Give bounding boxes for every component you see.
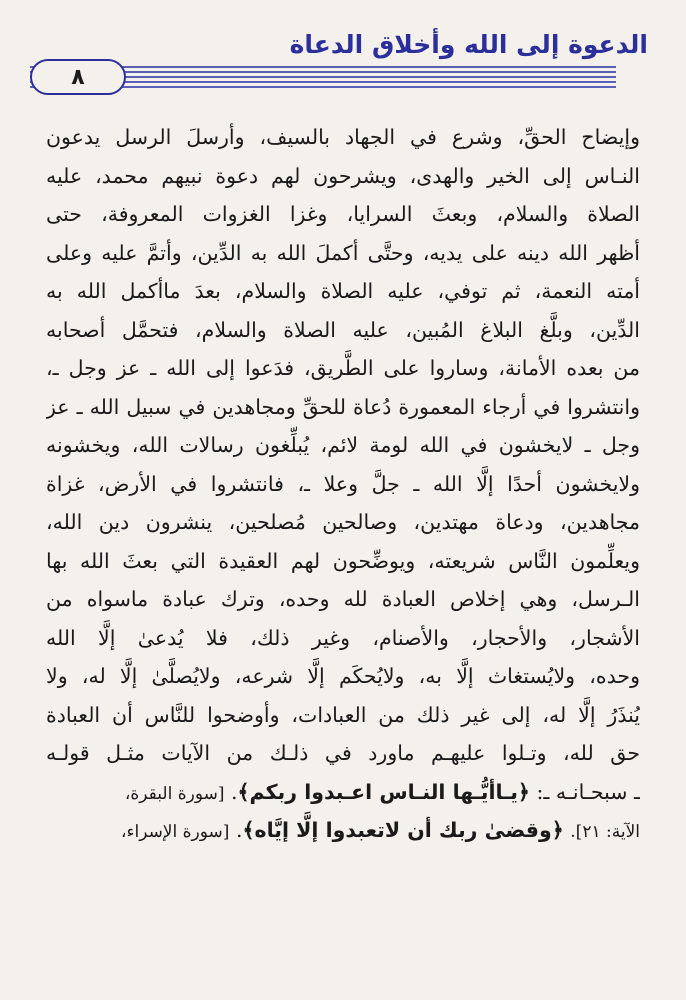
header-title: الدعوة إلى الله وأخلاق الدعاة [289,30,648,59]
text-line: يُنذَرُ إلَّا له، إلى غير ذلك من العبادات، وأوضحوا للنَّاس أن العبادة [46,702,640,727]
text-line: وإيضاح الحقِّ، وشرع في الجهاد بالسيف، وأرسلَ الرسل يدعون [46,125,640,149]
surah-reference: [سورة الإسراء، [120,822,230,842]
quran-verse: ﴿وقضىٰ ربك أن لاتعبدوا إلَّا إيَّاه﴾ [242,818,564,842]
text-line: أظهر الله دينه على يديه، وحتَّى أكملَ الله به الدِّين، وأتمَّ عليه وعلى [46,240,640,265]
text-line: أمته النعمة، ثم توفي، عليه الصلاة والسلام، بعدَ ماأكمل الله به [46,279,640,303]
surah-reference: [سورة البقرة، [124,783,225,804]
text-line: النـاس إلى الخير والهدى، ويشرحون لهم دعوة نبيهم محمد، عليه [46,163,640,188]
page-header [0,0,686,110]
text-line: الأشجار، والأحجار، والأصنام، وغير ذلك، فلا يُدعىٰ إلَّا الله [46,625,640,650]
quran-verse: ﴿يـاأيُّـها النـاس اعـبدوا ربكم﴾ [237,779,530,804]
page-number: ٨ [71,64,85,90]
verse-reference: الآية: ٢١]. [570,822,640,842]
text-line: ولايخشون أحدًا إلَّا الله ـ جلَّ وعلا ـ، فانتشروا في الأرض، غزاة [46,471,640,496]
text-line: ويعلِّمون النَّاس شريعته، ويوضِّحون لهم العقيدة التي بعثَ الله بها [46,548,640,573]
text-line: وجل ـ لايخشون في الله لومة لائم، يُبلِّغون رسالات الله، ويخشونه [46,433,640,457]
text-line: الـرسل، وهي إخلاص العبادة لله وحده، وترك عبادة ماسواه من [46,587,640,611]
text-line: وحده، ولايُستغاث إلَّا به، ولايُحكَم إلَّا شرعه، ولايُصلَّىٰ إلَّا له، ولا [46,664,640,688]
text-line-quran-2 [46,811,640,850]
line-punct: . [231,779,238,804]
text-line-quran-1 [46,773,640,812]
text-line: الصلاة والسلام، وبعثَ السرايا، وغزا الغزوات المعروفة، حتى [46,202,640,226]
line-prefix: ـ سبحـانـه ـ: [536,779,640,804]
page-number-badge [30,59,126,95]
line-punct: . [235,818,243,842]
text-line: الدِّين، وبلَّغ البلاغ المُبين، عليه الصلاة والسلام، فتحمَّل أصحابه [46,317,640,342]
body-text [46,118,640,850]
text-line: وانتشروا في أرجاء المعمورة دُعاة للحقِّ ومجاهدين في سبيل الله ـ عز [46,394,640,419]
text-line: حق لله، وتـلوا عليهـم ماورد في ذلـك من الآيات مثـل قولـه [46,741,640,765]
text-line: مجاهدين، ودعاة مهتدين، وصالحين مُصلحين، ينشرون دين الله، [46,510,640,534]
text-line: من بعده الأمانة، وساروا على الطَّريق، فدَعوا إلى الله ـ عز وجل ـ، [46,356,640,380]
